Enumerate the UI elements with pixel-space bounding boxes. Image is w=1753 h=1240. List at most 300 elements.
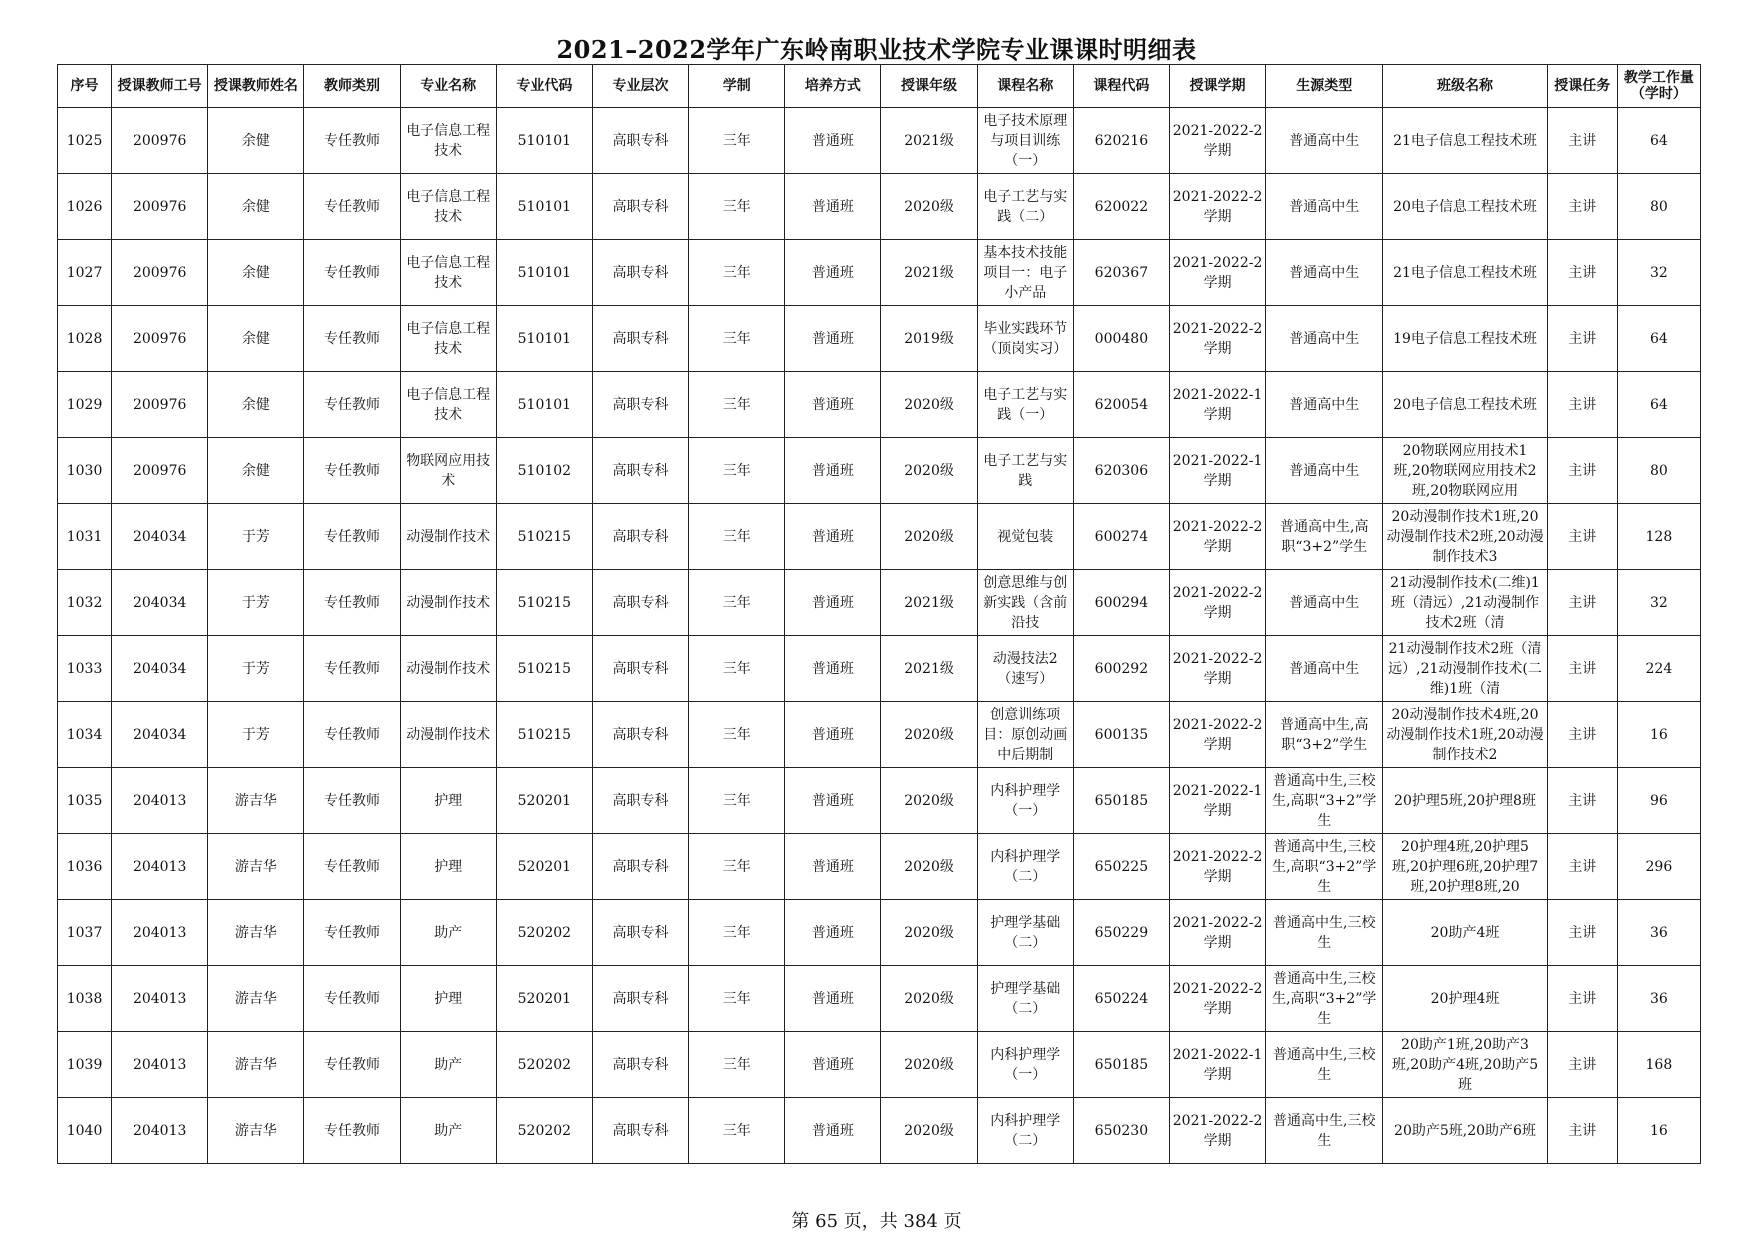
cell-text: 普通高中生 bbox=[1289, 396, 1360, 413]
table-cell bbox=[881, 900, 977, 966]
table-cell bbox=[785, 966, 881, 1032]
table-row bbox=[58, 372, 1701, 438]
cell-text: 20护理4班,20护理5班,20护理6班,20护理7班,20护理8班,20 bbox=[1391, 838, 1539, 895]
cell-text: 普通高中生,高职“3+2”学生 bbox=[1280, 518, 1369, 555]
table-cell bbox=[1266, 372, 1383, 438]
page-footer: 第 65 页，共 384 页 bbox=[791, 1211, 962, 1232]
cell-text: 2021-2022-2学期 bbox=[1172, 122, 1263, 159]
table-row bbox=[58, 306, 1701, 372]
table-cell bbox=[689, 438, 785, 504]
table-cell bbox=[112, 504, 208, 570]
cell-text: 650229 bbox=[1094, 924, 1149, 941]
cell-text: 于芳 bbox=[241, 660, 270, 677]
table-cell bbox=[208, 1032, 304, 1098]
cell-text: 三年 bbox=[722, 990, 751, 1007]
cell-text: 204013 bbox=[132, 858, 187, 875]
table-cell bbox=[1617, 438, 1700, 504]
cell-text: 专任教师 bbox=[324, 924, 381, 941]
cell-text: 专任教师 bbox=[324, 396, 381, 413]
table-cell bbox=[977, 438, 1073, 504]
table-cell bbox=[112, 900, 208, 966]
cell-text: 主讲 bbox=[1568, 528, 1597, 545]
table-cell bbox=[977, 504, 1073, 570]
table-cell bbox=[304, 570, 400, 636]
table-cell bbox=[1073, 702, 1169, 768]
table-cell bbox=[592, 108, 688, 174]
table-cell bbox=[496, 240, 592, 306]
table-cell bbox=[208, 834, 304, 900]
table-cell bbox=[1073, 1032, 1169, 1098]
cell-text: 游吉华 bbox=[234, 1122, 277, 1139]
table-cell bbox=[1617, 504, 1700, 570]
table-cell bbox=[1383, 372, 1547, 438]
cell-text: 普通班 bbox=[811, 594, 854, 611]
table-cell bbox=[592, 768, 688, 834]
cell-text: 动漫制作技术 bbox=[406, 594, 491, 611]
column-header: 授课学期 bbox=[1169, 65, 1265, 108]
cell-text: 204013 bbox=[132, 924, 187, 941]
cell-text: 510215 bbox=[517, 528, 572, 545]
cell-text: 600135 bbox=[1094, 726, 1149, 743]
cell-text: 2020级 bbox=[904, 990, 954, 1007]
cell-text: 普通班 bbox=[811, 330, 854, 347]
cell-text: 2021-2022-2学期 bbox=[1172, 1112, 1263, 1149]
cell-text: 游吉华 bbox=[234, 924, 277, 941]
table-cell bbox=[400, 768, 496, 834]
cell-text: 助产 bbox=[434, 924, 463, 941]
cell-text: 19电子信息工程技术班 bbox=[1393, 330, 1537, 347]
cell-text: 650185 bbox=[1094, 792, 1149, 809]
table-cell bbox=[785, 108, 881, 174]
table-cell bbox=[689, 636, 785, 702]
cell-text: 主讲 bbox=[1568, 594, 1597, 611]
cell-text: 2020级 bbox=[904, 198, 954, 215]
table-row bbox=[58, 174, 1701, 240]
table-cell bbox=[785, 240, 881, 306]
cell-text: 专任教师 bbox=[324, 594, 381, 611]
table-cell bbox=[1073, 570, 1169, 636]
table-cell bbox=[112, 108, 208, 174]
table-cell bbox=[1617, 1032, 1700, 1098]
table-row bbox=[58, 570, 1701, 636]
table-cell bbox=[304, 1032, 400, 1098]
table-cell bbox=[208, 1098, 304, 1164]
table-cell bbox=[1383, 900, 1547, 966]
column-header: 授课年级 bbox=[881, 65, 977, 108]
cell-text: 1028 bbox=[66, 330, 103, 347]
cell-text: 204013 bbox=[132, 1056, 187, 1073]
cell-text: 2021-2022-1学期 bbox=[1172, 452, 1263, 489]
cell-text: 2021-2022-2学期 bbox=[1172, 980, 1263, 1017]
cell-text: 2021-2022-2学期 bbox=[1172, 650, 1263, 687]
cell-text: 高职专科 bbox=[612, 594, 669, 611]
cell-text: 普通班 bbox=[811, 726, 854, 743]
cell-text: 电子信息工程技术 bbox=[406, 320, 491, 357]
cell-text: 专任教师 bbox=[324, 792, 381, 809]
cell-text: 64 bbox=[1649, 396, 1668, 413]
table-cell bbox=[304, 438, 400, 504]
cell-text: 200976 bbox=[132, 330, 187, 347]
cell-text: 专任教师 bbox=[324, 726, 381, 743]
table-cell bbox=[1073, 900, 1169, 966]
table-cell bbox=[1617, 966, 1700, 1032]
table-cell bbox=[1617, 570, 1700, 636]
table-cell bbox=[1073, 1098, 1169, 1164]
cell-text: 专任教师 bbox=[324, 858, 381, 875]
cell-text: 21电子信息工程技术班 bbox=[1393, 264, 1537, 281]
table-cell bbox=[881, 570, 977, 636]
table-cell bbox=[1617, 240, 1700, 306]
table-cell bbox=[58, 1032, 112, 1098]
table-cell bbox=[1266, 636, 1383, 702]
table-cell bbox=[112, 636, 208, 702]
table-header-row bbox=[58, 65, 1701, 108]
cell-text: 600274 bbox=[1094, 528, 1149, 545]
cell-text: 三年 bbox=[722, 660, 751, 677]
cell-text: 高职专科 bbox=[612, 330, 669, 347]
table-cell bbox=[977, 636, 1073, 702]
table-row bbox=[58, 636, 1701, 702]
cell-text: 1037 bbox=[66, 924, 103, 941]
cell-text: 1033 bbox=[66, 660, 103, 677]
table-cell bbox=[496, 834, 592, 900]
table-cell bbox=[1266, 570, 1383, 636]
table-cell bbox=[1547, 834, 1617, 900]
table-cell bbox=[208, 768, 304, 834]
cell-text: 电子信息工程技术 bbox=[406, 188, 491, 225]
table-cell bbox=[881, 1032, 977, 1098]
cell-text: 三年 bbox=[722, 396, 751, 413]
cell-text: 主讲 bbox=[1568, 1056, 1597, 1073]
table-cell bbox=[112, 768, 208, 834]
table-cell bbox=[689, 1032, 785, 1098]
table-cell bbox=[1169, 768, 1265, 834]
table-cell bbox=[785, 504, 881, 570]
cell-text: 余健 bbox=[241, 198, 270, 215]
cell-text: 三年 bbox=[722, 132, 751, 149]
cell-text: 650230 bbox=[1094, 1122, 1149, 1139]
cell-text: 36 bbox=[1649, 990, 1668, 1007]
table-cell bbox=[1383, 768, 1547, 834]
table-cell bbox=[304, 834, 400, 900]
cell-text: 三年 bbox=[722, 1056, 751, 1073]
table-cell bbox=[1617, 1098, 1700, 1164]
cell-text: 2021-2022-2学期 bbox=[1172, 320, 1263, 357]
cell-text: 2021-2022-2学期 bbox=[1172, 254, 1263, 291]
cell-text: 专任教师 bbox=[324, 1122, 381, 1139]
table-cell bbox=[1169, 834, 1265, 900]
table-cell bbox=[881, 636, 977, 702]
cell-text: 2020级 bbox=[904, 528, 954, 545]
table-cell bbox=[977, 174, 1073, 240]
cell-text: 600294 bbox=[1094, 594, 1149, 611]
table-cell bbox=[1073, 372, 1169, 438]
table-row bbox=[58, 240, 1701, 306]
cell-text: 36 bbox=[1649, 924, 1668, 941]
table-cell bbox=[1266, 504, 1383, 570]
table-cell bbox=[881, 834, 977, 900]
table-cell bbox=[400, 702, 496, 768]
cell-text: 1032 bbox=[66, 594, 103, 611]
table-cell bbox=[1547, 306, 1617, 372]
cell-text: 动漫技法2（速写） bbox=[992, 650, 1058, 687]
cell-text: 普通班 bbox=[811, 792, 854, 809]
table-cell bbox=[208, 108, 304, 174]
table-cell bbox=[1383, 438, 1547, 504]
column-header: 课程代码 bbox=[1073, 65, 1169, 108]
cell-text: 主讲 bbox=[1568, 726, 1597, 743]
cell-text: 护理 bbox=[434, 990, 463, 1007]
table-cell bbox=[1547, 1098, 1617, 1164]
table-cell bbox=[592, 570, 688, 636]
column-header: 授课教师姓名 bbox=[208, 65, 304, 108]
cell-text: 普通班 bbox=[811, 990, 854, 1007]
cell-text: 2021-2022-2学期 bbox=[1172, 188, 1263, 225]
cell-text: 专任教师 bbox=[324, 990, 381, 1007]
table-cell bbox=[881, 768, 977, 834]
cell-text: 三年 bbox=[722, 594, 751, 611]
table-cell bbox=[689, 834, 785, 900]
table-cell bbox=[689, 240, 785, 306]
cell-text: 高职专科 bbox=[612, 528, 669, 545]
cell-text: 三年 bbox=[722, 924, 751, 941]
cell-text: 2020级 bbox=[904, 858, 954, 875]
cell-text: 助产 bbox=[434, 1056, 463, 1073]
table-cell bbox=[785, 834, 881, 900]
table-cell bbox=[400, 966, 496, 1032]
table-cell bbox=[1169, 504, 1265, 570]
cell-text: 510102 bbox=[517, 462, 572, 479]
column-header: 课程名称 bbox=[977, 65, 1073, 108]
cell-text: 510101 bbox=[517, 132, 572, 149]
table-cell bbox=[1547, 966, 1617, 1032]
cell-text: 96 bbox=[1649, 792, 1668, 809]
table-cell bbox=[881, 108, 977, 174]
table-cell bbox=[1073, 174, 1169, 240]
cell-text: 于芳 bbox=[241, 594, 270, 611]
table-cell bbox=[304, 504, 400, 570]
table-cell bbox=[1266, 240, 1383, 306]
column-header: 教学工作量（学时） bbox=[1617, 65, 1700, 108]
cell-text: 64 bbox=[1649, 330, 1668, 347]
table-cell bbox=[496, 108, 592, 174]
table-cell bbox=[592, 834, 688, 900]
cell-text: 普通高中生,高职“3+2”学生 bbox=[1280, 716, 1369, 753]
cell-text: 电子信息工程技术 bbox=[406, 122, 491, 159]
table-cell bbox=[592, 636, 688, 702]
table-cell bbox=[1617, 834, 1700, 900]
table-cell bbox=[592, 504, 688, 570]
table-cell bbox=[592, 240, 688, 306]
cell-text: 20护理4班 bbox=[1430, 990, 1500, 1007]
table-cell bbox=[1169, 174, 1265, 240]
table-cell bbox=[400, 240, 496, 306]
table-cell bbox=[689, 900, 785, 966]
table-cell bbox=[208, 636, 304, 702]
cell-text: 三年 bbox=[722, 792, 751, 809]
cell-text: 高职专科 bbox=[612, 396, 669, 413]
cell-text: 1027 bbox=[66, 264, 103, 281]
cell-text: 内科护理学（二） bbox=[990, 848, 1061, 885]
table-cell bbox=[785, 636, 881, 702]
table-cell bbox=[400, 174, 496, 240]
table-cell bbox=[304, 966, 400, 1032]
table-cell bbox=[112, 570, 208, 636]
table-cell bbox=[208, 504, 304, 570]
cell-text: 21电子信息工程技术班 bbox=[1393, 132, 1537, 149]
table-cell bbox=[1169, 372, 1265, 438]
cell-text: 内科护理学（一） bbox=[990, 782, 1061, 819]
table-cell bbox=[304, 108, 400, 174]
table-cell bbox=[1266, 1098, 1383, 1164]
column-header: 授课教师工号 bbox=[112, 65, 208, 108]
table-row bbox=[58, 834, 1701, 900]
cell-text: 204034 bbox=[132, 528, 187, 545]
cell-text: 普通高中生 bbox=[1289, 264, 1360, 281]
table-cell bbox=[1383, 702, 1547, 768]
table-cell bbox=[977, 966, 1073, 1032]
cell-text: 296 bbox=[1645, 858, 1673, 875]
cell-text: 高职专科 bbox=[612, 660, 669, 677]
table-cell bbox=[400, 504, 496, 570]
cell-text: 专任教师 bbox=[324, 528, 381, 545]
table-cell bbox=[1617, 900, 1700, 966]
table-row bbox=[58, 1098, 1701, 1164]
table-cell bbox=[208, 900, 304, 966]
cell-text: 创意训练项目：原创动画中后期制 bbox=[983, 706, 1068, 763]
cell-text: 高职专科 bbox=[612, 264, 669, 281]
cell-text: 620216 bbox=[1094, 132, 1149, 149]
table-cell bbox=[304, 174, 400, 240]
table-cell bbox=[881, 1098, 977, 1164]
cell-text: 2020级 bbox=[904, 1056, 954, 1073]
cell-text: 三年 bbox=[722, 858, 751, 875]
cell-text: 16 bbox=[1649, 726, 1668, 743]
table-cell bbox=[592, 1098, 688, 1164]
table-cell bbox=[112, 306, 208, 372]
table-cell bbox=[881, 174, 977, 240]
cell-text: 2021-2022-2学期 bbox=[1172, 716, 1263, 753]
cell-text: 20物联网应用技术1班,20物联网应用技术2班,20物联网应用 bbox=[1393, 442, 1537, 499]
table-cell bbox=[496, 768, 592, 834]
table-cell bbox=[1547, 570, 1617, 636]
cell-text: 普通班 bbox=[811, 528, 854, 545]
cell-text: 内科护理学（二） bbox=[990, 1112, 1061, 1149]
cell-text: 护理 bbox=[434, 858, 463, 875]
table-cell bbox=[1383, 1098, 1547, 1164]
table-cell bbox=[112, 1032, 208, 1098]
cell-text: 520201 bbox=[517, 990, 572, 1007]
cell-text: 2021-2022-2学期 bbox=[1172, 848, 1263, 885]
table-cell bbox=[1073, 438, 1169, 504]
cell-text: 16 bbox=[1649, 1122, 1668, 1139]
table-cell bbox=[58, 108, 112, 174]
table-cell bbox=[1266, 108, 1383, 174]
cell-text: 650225 bbox=[1094, 858, 1149, 875]
table-cell bbox=[689, 702, 785, 768]
table-cell bbox=[785, 372, 881, 438]
cell-text: 普通班 bbox=[811, 924, 854, 941]
cell-text: 普通班 bbox=[811, 132, 854, 149]
table-cell bbox=[1073, 636, 1169, 702]
cell-text: 普通高中生,三校生 bbox=[1273, 1046, 1376, 1083]
table-cell bbox=[977, 240, 1073, 306]
cell-text: 普通班 bbox=[811, 396, 854, 413]
table-cell bbox=[977, 768, 1073, 834]
table-cell bbox=[1547, 636, 1617, 702]
cell-text: 510101 bbox=[517, 264, 572, 281]
table-cell bbox=[1073, 240, 1169, 306]
table-cell bbox=[496, 1032, 592, 1098]
cell-text: 520202 bbox=[517, 1056, 572, 1073]
table-cell bbox=[785, 174, 881, 240]
table-row bbox=[58, 768, 1701, 834]
cell-text: 三年 bbox=[722, 330, 751, 347]
cell-text: 三年 bbox=[722, 198, 751, 215]
cell-text: 510101 bbox=[517, 330, 572, 347]
table-cell bbox=[58, 372, 112, 438]
table-cell bbox=[977, 900, 1073, 966]
table-cell bbox=[1169, 702, 1265, 768]
cell-text: 电子技术原理与项目训练（一） bbox=[983, 112, 1068, 169]
column-header: 教师类别 bbox=[304, 65, 400, 108]
table-cell bbox=[400, 438, 496, 504]
cell-text: 普通班 bbox=[811, 1122, 854, 1139]
cell-text: 护理学基础（二） bbox=[990, 980, 1061, 1017]
page-title: 2021–2022学年广东岭南职业技术学院专业课课时明细表 bbox=[556, 35, 1197, 64]
table-row bbox=[58, 1032, 1701, 1098]
cell-text: 于芳 bbox=[241, 726, 270, 743]
cell-text: 主讲 bbox=[1568, 462, 1597, 479]
cell-text: 600292 bbox=[1094, 660, 1149, 677]
cell-text: 20电子信息工程技术班 bbox=[1393, 198, 1537, 215]
cell-text: 主讲 bbox=[1568, 924, 1597, 941]
cell-text: 200976 bbox=[132, 396, 187, 413]
cell-text: 21动漫制作技术(二维)1班（清远）,21动漫制作技术2班（清 bbox=[1390, 574, 1540, 631]
table-cell bbox=[689, 504, 785, 570]
cell-text: 80 bbox=[1649, 198, 1668, 215]
cell-text: 电子信息工程技术 bbox=[406, 386, 491, 423]
cell-text: 电子信息工程技术 bbox=[406, 254, 491, 291]
cell-text: 普通高中生 bbox=[1289, 330, 1360, 347]
cell-text: 204013 bbox=[132, 990, 187, 1007]
cell-text: 普通班 bbox=[811, 462, 854, 479]
cell-text: 动漫制作技术 bbox=[406, 660, 491, 677]
cell-text: 1038 bbox=[66, 990, 103, 1007]
table-cell bbox=[977, 306, 1073, 372]
table-row bbox=[58, 966, 1701, 1032]
table-cell bbox=[881, 702, 977, 768]
cell-text: 高职专科 bbox=[612, 924, 669, 941]
cell-text: 520201 bbox=[517, 858, 572, 875]
cell-text: 三年 bbox=[722, 1122, 751, 1139]
table-cell bbox=[112, 438, 208, 504]
column-header: 生源类型 bbox=[1266, 65, 1383, 108]
cell-text: 普通高中生 bbox=[1289, 132, 1360, 149]
table-cell bbox=[977, 1032, 1073, 1098]
cell-text: 20助产1班,20助产3班,20助产4班,20助产5班 bbox=[1391, 1036, 1539, 1093]
cell-text: 168 bbox=[1645, 1056, 1673, 1073]
table-cell bbox=[1169, 900, 1265, 966]
table-cell bbox=[1547, 108, 1617, 174]
table-cell bbox=[689, 570, 785, 636]
cell-text: 余健 bbox=[241, 330, 270, 347]
cell-text: 2021-2022-1学期 bbox=[1172, 386, 1263, 423]
cell-text: 余健 bbox=[241, 396, 270, 413]
table-cell bbox=[496, 900, 592, 966]
cell-text: 三年 bbox=[722, 528, 751, 545]
cell-text: 主讲 bbox=[1568, 330, 1597, 347]
